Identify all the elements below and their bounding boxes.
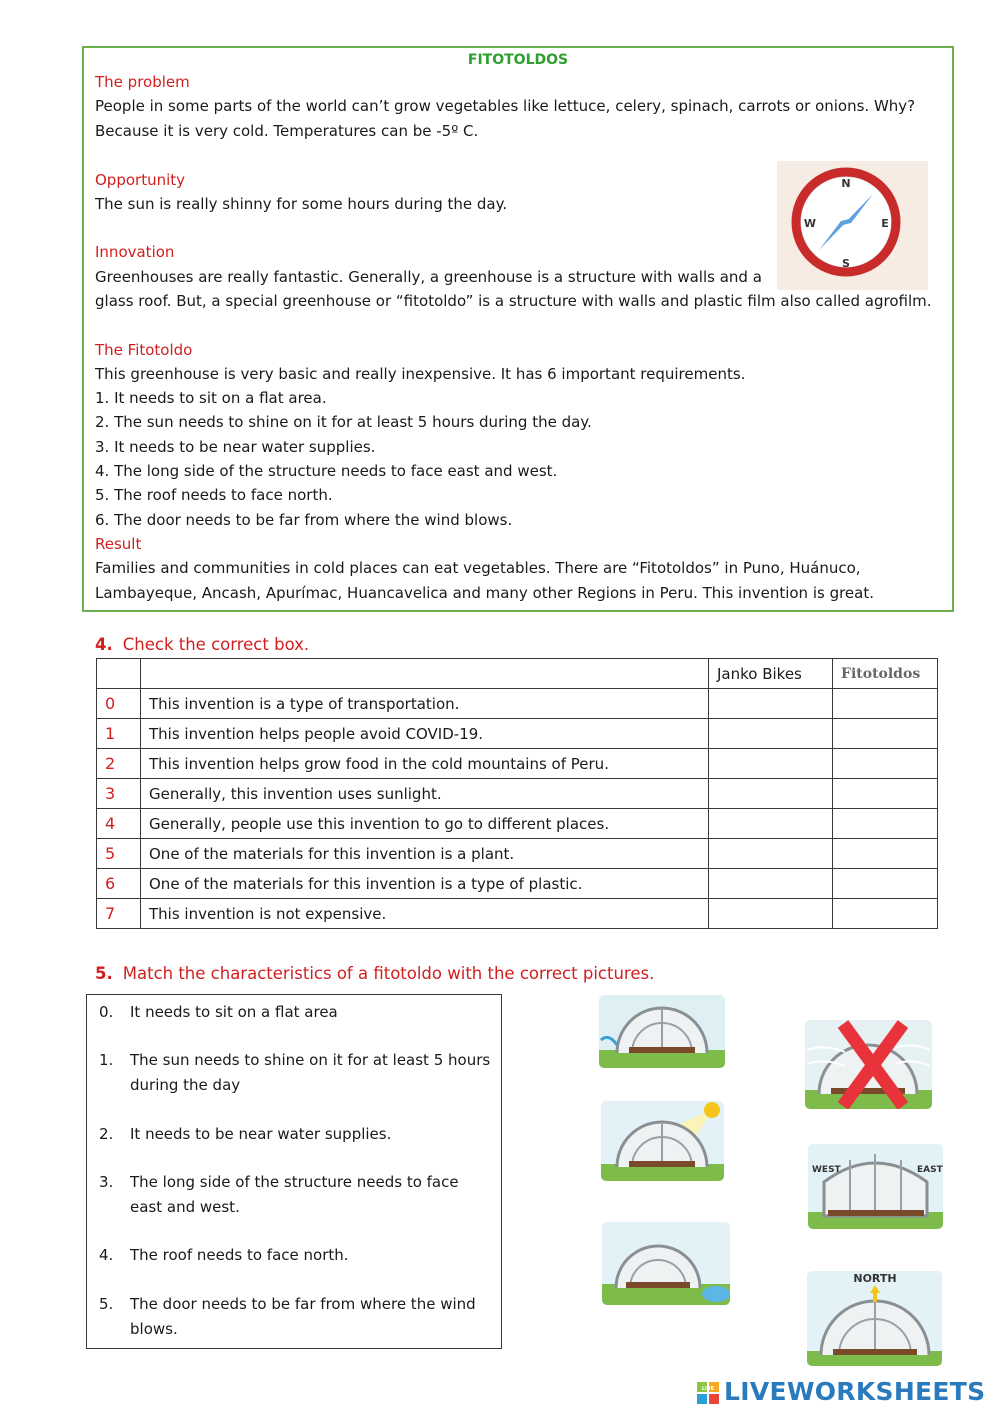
- greenhouse-picture-north[interactable]: [807, 1271, 942, 1366]
- result-line-2: Lambayeque, Ancash, Apurímac, Huancavelica and many other Regions in Peru. This invention is great.: [95, 584, 875, 602]
- table-row: [97, 839, 938, 869]
- requirement-2: 2. The sun needs to shine on it for at least 5 hours during the day.: [95, 413, 592, 431]
- requirement-1: 1. It needs to sit on a flat area.: [95, 389, 327, 407]
- header-janko-bikes: Janko Bikes: [709, 659, 833, 689]
- item-text: The roof needs to face north.: [130, 1246, 349, 1264]
- item-number: 4.: [99, 1246, 114, 1264]
- result-heading: Result: [95, 535, 142, 553]
- item-text: It needs to be near water supplies.: [130, 1125, 392, 1143]
- q4-instruction: Check the correct box.: [122, 635, 310, 654]
- logo-mark-text: LIVE: [701, 1386, 715, 1392]
- opportunity-line: The sun is really shinny for some hours during the day.: [95, 195, 508, 213]
- innovation-line-1: Greenhouses are really fantastic. Generally, a greenhouse is a structure with walls and a: [95, 268, 762, 286]
- item-text: It needs to sit on a flat area: [130, 1003, 338, 1021]
- row-number: 2: [97, 749, 141, 779]
- problem-heading: The problem: [95, 73, 190, 91]
- greenhouse-picture-sun[interactable]: [601, 1101, 724, 1181]
- q5-instruction: Match the characteristics of a fitotoldo with the correct pictures.: [122, 964, 655, 983]
- characteristic-item[interactable]: [99, 1122, 490, 1147]
- requirement-5: 5. The roof needs to face north.: [95, 486, 333, 504]
- row-statement: This invention is a type of transportation.: [141, 689, 709, 719]
- characteristic-item[interactable]: [99, 1048, 495, 1097]
- table-row: [97, 719, 938, 749]
- header-fitotoldos: Fitotoldos: [833, 659, 938, 689]
- item-text: The door needs to be far from where the wind blows.: [130, 1295, 476, 1338]
- characteristic-item[interactable]: [99, 1170, 470, 1219]
- characteristic-item[interactable]: [99, 1292, 490, 1341]
- item-number: 5.: [99, 1295, 114, 1313]
- fitotoldos-checkbox[interactable]: [833, 869, 938, 899]
- table-row: [97, 899, 938, 929]
- west-label: WEST: [812, 1165, 841, 1175]
- reading-title: FITOTOLDOS: [467, 52, 569, 68]
- table-header-row: [97, 659, 938, 689]
- row-number: 0: [97, 689, 141, 719]
- row-statement: Generally, this invention uses sunlight.: [141, 779, 709, 809]
- item-number: 3.: [99, 1173, 114, 1191]
- requirement-4: 4. The long side of the structure needs to face east and west.: [95, 462, 558, 480]
- janko-bikes-checkbox[interactable]: [709, 809, 833, 839]
- row-number: 3: [97, 779, 141, 809]
- row-statement: This invention helps people avoid COVID-19.: [141, 719, 709, 749]
- logo-mark-icon: [697, 1382, 719, 1404]
- row-statement: This invention helps grow food in the cold mountains of Peru.: [141, 749, 709, 779]
- q5-heading: [95, 964, 654, 983]
- row-statement: Generally, people use this invention to go to different places.: [141, 809, 709, 839]
- q5-number: 5.: [95, 964, 113, 983]
- row-number: 4: [97, 809, 141, 839]
- item-number: 1.: [99, 1051, 114, 1069]
- row-number: 1: [97, 719, 141, 749]
- fitotoldos-checkbox[interactable]: [833, 779, 938, 809]
- q4-heading: [95, 635, 309, 654]
- janko-bikes-checkbox[interactable]: [709, 779, 833, 809]
- fitotoldos-checkbox[interactable]: [833, 899, 938, 929]
- fitotoldo-heading: The Fitotoldo: [95, 341, 193, 359]
- fitotoldos-checkbox[interactable]: [833, 719, 938, 749]
- characteristic-item[interactable]: [99, 1243, 490, 1268]
- result-line-1: Families and communities in cold places can eat vegetables. There are “Fitotoldos” in Puno, Huánuco,: [95, 559, 861, 577]
- innovation-line-2: glass roof. But, a special greenhouse or “fitotoldo” is a structure with walls and plastic film also called agrofilm.: [95, 292, 932, 310]
- fitotoldo-line-0: This greenhouse is very basic and really inexpensive. It has 6 important requirements.: [95, 365, 746, 383]
- item-text: The sun needs to shine on it for at least 5 hours during the day: [130, 1051, 491, 1094]
- row-number: 7: [97, 899, 141, 929]
- row-statement: One of the materials for this invention is a type of plastic.: [141, 869, 709, 899]
- table-row: [97, 869, 938, 899]
- q4-number: 4.: [95, 635, 113, 654]
- logo-text: LIVEWORKSHEETS: [724, 1377, 986, 1406]
- compass-e: E: [881, 217, 889, 230]
- north-label: NORTH: [853, 1272, 897, 1285]
- greenhouse-picture-flat-area[interactable]: [599, 995, 725, 1068]
- janko-bikes-checkbox[interactable]: [709, 839, 833, 869]
- compass-n: N: [841, 177, 851, 190]
- fitotoldos-checkbox[interactable]: [833, 809, 938, 839]
- fitotoldos-checkbox[interactable]: [833, 749, 938, 779]
- compass-w: W: [803, 217, 817, 230]
- table-row: [97, 749, 938, 779]
- innovation-heading: Innovation: [95, 243, 175, 261]
- table-row: [97, 809, 938, 839]
- opportunity-heading: Opportunity: [95, 171, 186, 189]
- janko-bikes-checkbox[interactable]: [709, 689, 833, 719]
- check-table: [96, 658, 938, 929]
- requirement-6: 6. The door needs to be far from where the wind blows.: [95, 511, 513, 529]
- item-number: 2.: [99, 1125, 114, 1143]
- janko-bikes-checkbox[interactable]: [709, 749, 833, 779]
- item-text: The long side of the structure needs to face east and west.: [130, 1173, 459, 1216]
- table-row: [97, 779, 938, 809]
- janko-bikes-checkbox[interactable]: [709, 869, 833, 899]
- compass-image: [777, 161, 928, 290]
- greenhouse-picture-wind[interactable]: [805, 1020, 932, 1109]
- row-number: 5: [97, 839, 141, 869]
- greenhouse-picture-west-east[interactable]: [808, 1144, 943, 1229]
- problem-line-2: Because it is very cold. Temperatures can be -5º C.: [95, 122, 479, 140]
- row-number: 6: [97, 869, 141, 899]
- liveworksheets-logo[interactable]: [697, 1377, 997, 1411]
- header-num-cell: [97, 659, 141, 689]
- header-text-cell: [141, 659, 709, 689]
- problem-line-1: People in some parts of the world can’t grow vegetables like lettuce, celery, spinach, carrots or onions. Why?: [95, 97, 916, 115]
- east-label: EAST: [917, 1165, 943, 1175]
- fitotoldos-checkbox[interactable]: [833, 689, 938, 719]
- row-statement: One of the materials for this invention is a plant.: [141, 839, 709, 869]
- janko-bikes-checkbox[interactable]: [709, 899, 833, 929]
- table-row: [97, 689, 938, 719]
- item-number: 0.: [99, 1003, 114, 1021]
- fitotoldos-checkbox[interactable]: [833, 839, 938, 869]
- requirement-3: 3. It needs to be near water supplies.: [95, 438, 376, 456]
- characteristic-item[interactable]: [99, 1000, 490, 1025]
- characteristics-box: [86, 994, 502, 1349]
- row-statement: This invention is not expensive.: [141, 899, 709, 929]
- janko-bikes-checkbox[interactable]: [709, 719, 833, 749]
- compass-s: S: [842, 257, 850, 270]
- greenhouse-picture-water[interactable]: [602, 1222, 730, 1305]
